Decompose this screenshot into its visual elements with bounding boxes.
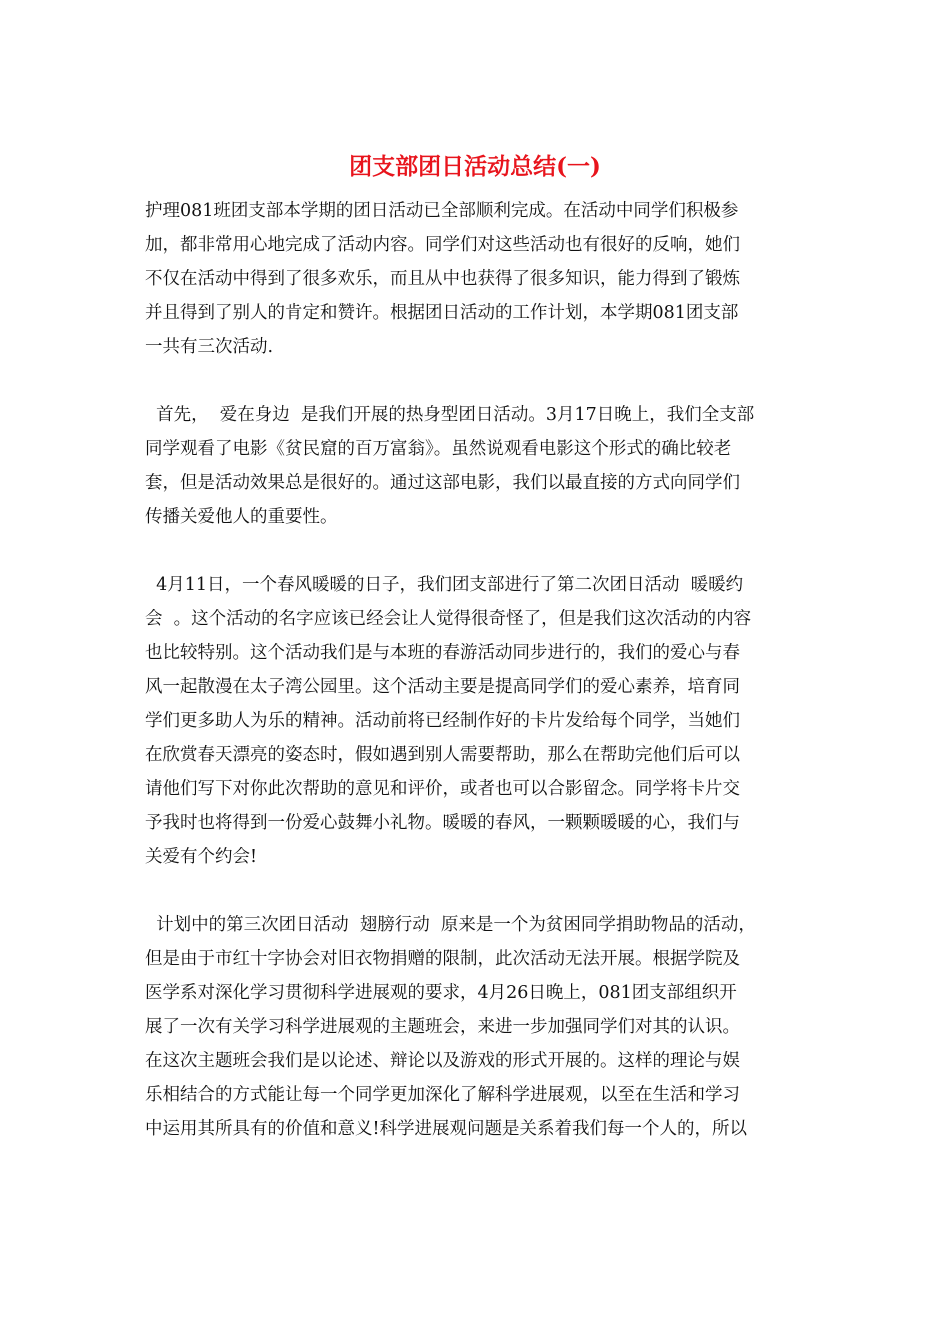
text-line: 并且得到了别人的肯定和赞许。根据团日活动的工作计划，本学期081团支部 (145, 303, 739, 323)
text-line: 会 。这个活动的名字应该已经会让人觉得很奇怪了，但是我们这次活动的内容 (145, 609, 752, 629)
text-line: 不仅在活动中得到了很多欢乐，而且从中也获得了很多知识，能力得到了锻炼 (145, 269, 740, 289)
paragraph-1 (145, 194, 807, 364)
text-line: 在欣赏春天漂亮的姿态时，假如遇到别人需要帮助，那么在帮助完他们后可以 (145, 745, 740, 765)
text-line: 护理081班团支部本学期的团日活动已全部顺利完成。在活动中同学们积极参 (145, 201, 739, 221)
paragraph-2 (145, 398, 807, 534)
paragraph-spacer (145, 874, 807, 908)
paragraph-3 (145, 568, 807, 874)
document-body (145, 194, 807, 1146)
text-line: 乐相结合的方式能让每一个同学更加深化了解科学进展观，以至在生活和学习 (145, 1085, 740, 1105)
document-title: 团支部团日活动总结(一) (349, 153, 601, 180)
text-line: 套，但是活动效果总是很好的。通过这部电影，我们以最直接的方式向同学们 (145, 473, 740, 493)
paragraph-spacer (145, 534, 807, 568)
text-line: 也比较特别。这个活动我们是与本班的春游活动同步进行的，我们的爱心与春 (145, 643, 740, 663)
text-line: 在这次主题班会我们是以论述、辩论以及游戏的形式开展的。这样的理论与娱 (145, 1051, 740, 1071)
text-line: 首先， 爱在身边 是我们开展的热身型团日活动。3月17日晚上，我们全支部 (145, 405, 755, 425)
text-line: 风一起散漫在太子湾公园里。这个活动主要是提高同学们的爱心素养，培育同 (145, 677, 740, 697)
text-line: 请他们写下对你此次帮助的意见和评价，或者也可以合影留念。同学将卡片交 (145, 779, 740, 799)
text-line: 一共有三次活动. (145, 337, 274, 357)
text-line: 加，都非常用心地完成了活动内容。同学们对这些活动也有很好的反响，她们 (145, 235, 740, 255)
text-line: 中运用其所具有的价值和意义!科学进展观问题是关系着我们每一个人的，所以 (145, 1119, 748, 1139)
text-line: 展了一次有关学习科学进展观的主题班会，来进一步加强同学们对其的认识。 (145, 1017, 740, 1037)
text-line: 医学系对深化学习贯彻科学进展观的要求，4月26日晚上，081团支部组织开 (145, 983, 737, 1003)
paragraph-spacer (145, 364, 807, 398)
paragraph-4 (145, 908, 807, 1146)
text-line: 传播关爱他人的重要性。 (145, 507, 338, 527)
text-line: 4月11日，一个春风暖暖的日子，我们团支部进行了第二次团日活动 暖暖约 (145, 575, 744, 595)
text-line: 学们更多助人为乐的精神。活动前将已经制作好的卡片发给每个同学，当她们 (145, 711, 740, 731)
text-line: 关爱有个约会! (145, 847, 258, 867)
text-line: 但是由于市红十字协会对旧衣物捐赠的限制，此次活动无法开展。根据学院及 (145, 949, 740, 969)
text-line: 同学观看了电影《贫民窟的百万富翁》。虽然说观看电影这个形式的确比较老 (145, 439, 732, 459)
text-line: 计划中的第三次团日活动 翅膀行动 原来是一个为贫困同学捐助物品的活动， (145, 915, 756, 935)
text-line: 予我时也将得到一份爱心鼓舞小礼物。暖暖的春风，一颗颗暖暖的心，我们与 (145, 813, 740, 833)
